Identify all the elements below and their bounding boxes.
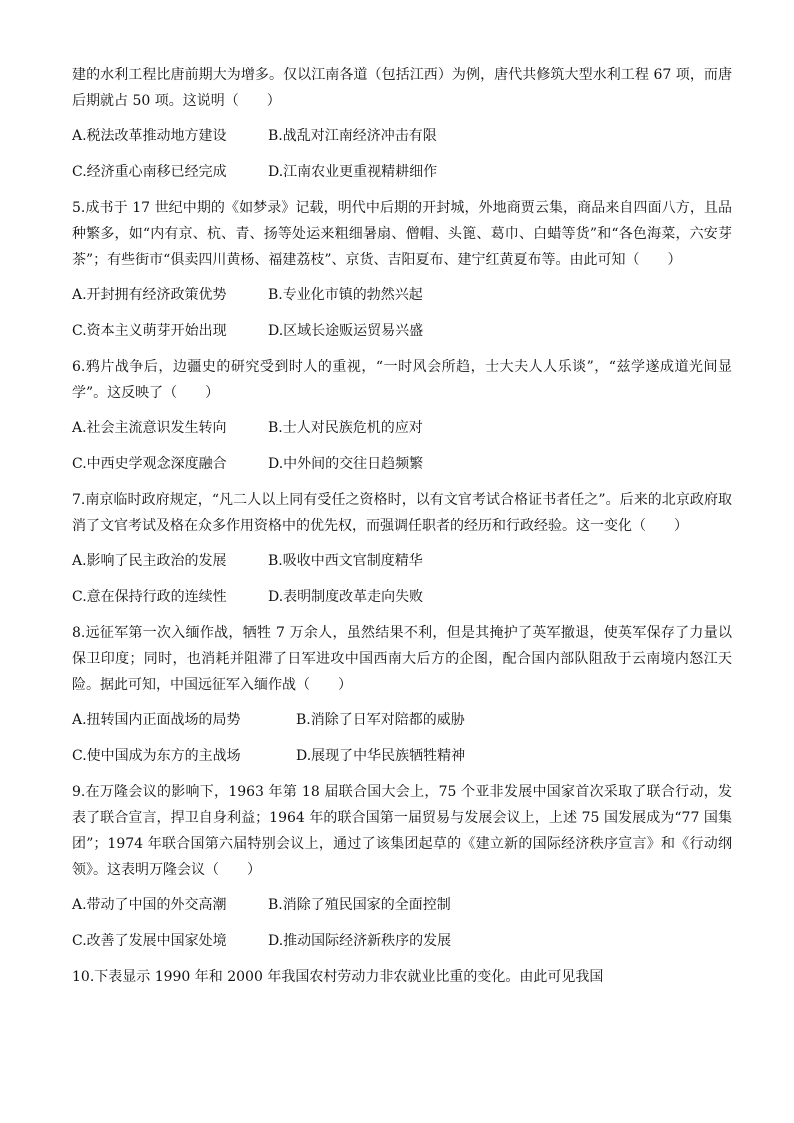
answer-option-d: D.表明制度改革走向失败	[268, 589, 424, 605]
answer-options-row	[72, 282, 732, 308]
answer-options-row	[72, 123, 732, 149]
answer-option-a: A.开封拥有经济政策优势	[72, 287, 227, 303]
answer-option-d: D.展现了中华民族牺牲精神	[296, 748, 466, 764]
answer-options-row	[72, 318, 732, 344]
question-stem: 6.鸦片战争后，边疆史的研究受到时人的重视，“一时风会所趋，士大夫人人乐谈”，“兹学遂成道光间显学”。这反映了（ ）	[72, 359, 732, 401]
answer-option-d: D.区域长途贩运贸易兴盛	[268, 323, 424, 339]
answer-options-row	[72, 159, 732, 185]
question-stem: 7.南京临时政府规定，“凡二人以上同有受任之资格时，以有文官考试合格证书者任之”。后来的北京政府取消了文官考试及格在众多作用资格中的优先权，而强调任职者的经历和行政经验。这一变化（ ）	[72, 492, 732, 534]
answer-option-b: B.吸收中西文官制度精华	[268, 553, 423, 569]
question-stem: 8.远征军第一次入缅作战，牺牲 7 万余人，虽然结果不利，但是其掩护了英军撤退，使英军保存了力量以保卫印度；同时，也消耗并阻滞了日军进攻中国西南大后方的企图，配合国内部队阻敌于云南境内怒江天险。据此可知，中国远征军入缅作战（ ）	[72, 625, 732, 693]
answer-options-row	[72, 548, 732, 574]
answer-options-row	[72, 928, 732, 954]
answer-option-a: A.社会主流意识发生转向	[72, 420, 227, 436]
answer-option-b: B.士人对民族危机的应对	[268, 420, 423, 436]
answer-options-row	[72, 707, 732, 733]
exam-page	[72, 62, 732, 999]
answer-options-row	[72, 451, 732, 477]
answer-option-d: D.推动国际经济新秩序的发展	[268, 933, 452, 949]
answer-option-c: C.意在保持行政的连续性	[72, 589, 227, 605]
answer-options-row	[72, 892, 732, 918]
answer-option-a: A.税法改革推动地方建设	[72, 128, 227, 144]
answer-option-c: C.中西史学观念深度融合	[72, 456, 227, 472]
answer-options-row	[72, 584, 732, 610]
answer-option-c: C.经济重心南移已经完成	[72, 164, 227, 180]
answer-option-c: C.资本主义萌芽开始出现	[72, 323, 227, 339]
answer-option-b: B.战乱对江南经济冲击有限	[268, 128, 437, 144]
question-stem: 9.在万隆会议的影响下，1963 年第 18 届联合国大会上，75 个亚非发展中国家首次采取了联合行动，发表了联合宣言，捍卫自身利益；1964 年的联合国第一届贸易与发展会议上，上述 75 国发展成为“77 国集团”；1974 年联合国第六届特别会议上，通过了该集团起草的《建立新的国际经济秩序宣言》和《行动纲领》。这表明万隆会议（ ）	[72, 784, 732, 878]
answer-option-c: C.使中国成为东方的主战场	[72, 748, 241, 764]
answer-option-d: D.中外间的交往日趋频繁	[268, 456, 424, 472]
answer-option-a: A.带动了中国的外交高潮	[72, 897, 227, 913]
answer-option-b: B.消除了日军对陪都的威胁	[296, 712, 465, 728]
answer-option-b: B.专业化市镇的勃然兴起	[268, 287, 423, 303]
answer-options-row	[72, 743, 732, 769]
answer-option-a: A.扭转国内正面战场的局势	[72, 712, 241, 728]
answer-option-a: A.影响了民主政治的发展	[72, 553, 227, 569]
question-stem: 10.下表显示 1990 年和 2000 年我国农村劳动力非农就业比重的变化。由此可见我国	[72, 969, 604, 985]
question-stem: 5.成书于 17 世纪中期的《如梦录》记载，明代中后期的开封城，外地商贾云集，商品来自四面八方，且品种繁多，如“内有京、杭、青、扬等处运来粗细暑扇、僧帽、头篦、葛巾、白蜡等货”和“各色海菜，六安芽茶”；有些街市“俱卖四川黄杨、福建荔枝”、京货、吉阳夏布、建宁红黄夏布等。由此可知（ ）	[72, 200, 732, 268]
answer-option-b: B.消除了殖民国家的全面控制	[268, 897, 451, 913]
answer-option-c: C.改善了发展中国家处境	[72, 933, 227, 949]
answer-options-row	[72, 415, 732, 441]
answer-option-d: D.江南农业更重视精耕细作	[268, 164, 438, 180]
question-stem: 建的水利工程比唐前期大为增多。仅以江南各道（包括江西）为例，唐代共修筑大型水利工程 67 项，而唐后期就占 50 项。这说明（ ）	[72, 67, 732, 109]
